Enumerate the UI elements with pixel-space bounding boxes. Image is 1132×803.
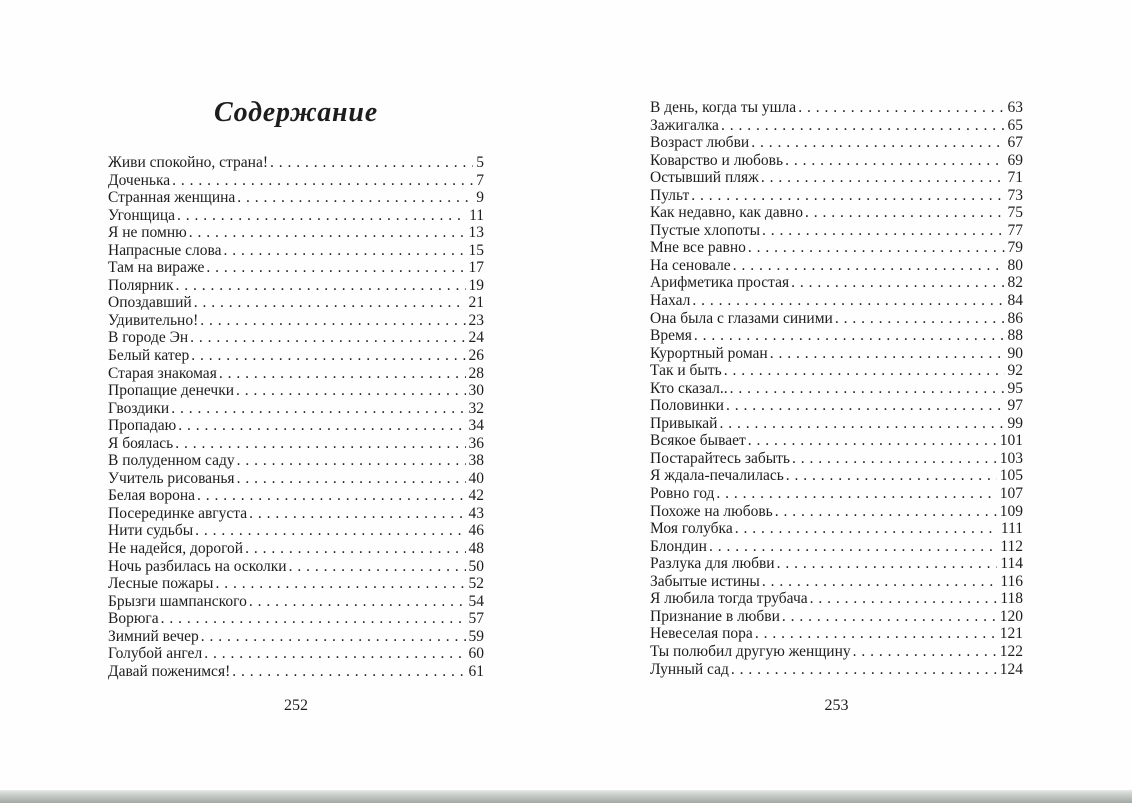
toc-entry-title: Напрасные слова <box>108 241 222 259</box>
dot-leader <box>171 400 465 418</box>
toc-entry <box>108 382 484 400</box>
toc-entry-page: 109 <box>999 502 1023 520</box>
toc-entry-page: 67 <box>1007 134 1023 152</box>
toc-entry-title: Брызги шампанского <box>108 592 247 610</box>
toc-entry-page: 54 <box>468 592 484 610</box>
toc-entry-page: 52 <box>468 575 484 593</box>
toc-entry-title: Коварство и любовь <box>650 151 784 169</box>
toc-entry-title: Остывший пляж <box>650 169 759 187</box>
dot-leader <box>172 172 473 190</box>
toc-entry-title: Учитель рисованья <box>108 469 235 487</box>
dot-leader <box>270 154 473 172</box>
toc-entry-page: 79 <box>1007 239 1023 257</box>
dot-leader <box>178 417 465 435</box>
toc-entry-title: Посерединке августа <box>108 504 248 522</box>
dot-leader <box>782 608 997 626</box>
toc-entry <box>108 154 484 172</box>
dot-leader <box>237 470 466 488</box>
toc-entry-page: 63 <box>1007 99 1023 116</box>
dot-leader <box>161 610 466 628</box>
toc-entry-page: 80 <box>1007 256 1023 274</box>
toc-entry-title: Я боялась <box>108 434 174 452</box>
dot-leader <box>726 397 1005 415</box>
dot-leader <box>810 590 998 608</box>
toc-entry <box>108 347 484 365</box>
page-bottom-edge <box>0 790 1132 803</box>
dot-leader <box>733 257 1005 275</box>
dot-leader <box>735 520 998 538</box>
toc-entry-title: Разлука для любви <box>650 555 775 573</box>
dot-leader <box>694 327 1005 345</box>
toc-entry <box>650 187 1023 205</box>
toc-title: Содержание <box>214 97 378 128</box>
toc-entry-page: 50 <box>468 557 484 575</box>
toc-entry-page: 118 <box>1000 590 1023 608</box>
dot-leader <box>853 643 997 661</box>
dot-leader <box>791 274 1004 292</box>
toc-entry-title: Голубой ангел <box>108 645 203 663</box>
toc-entry-title: Всякое бывает <box>650 432 746 450</box>
toc-entry-title: Нити судьбы <box>108 522 194 540</box>
toc-entry-page: 15 <box>468 241 484 259</box>
toc-entry-page: 38 <box>468 452 484 470</box>
dot-leader <box>835 310 1005 328</box>
toc-right-entries <box>650 99 1023 678</box>
toc-entry-page: 43 <box>468 504 484 522</box>
toc-entry-title: Зимний вечер <box>108 627 199 645</box>
toc-entry-page: 32 <box>468 399 484 417</box>
toc-entry <box>650 292 1023 310</box>
dot-leader <box>177 207 466 225</box>
page-number-left: 252 <box>284 697 308 714</box>
right-page <box>650 99 1023 678</box>
dot-leader <box>175 277 465 295</box>
toc-entry-page: 24 <box>468 329 484 347</box>
toc-entry <box>650 503 1023 521</box>
toc-entry-page: 86 <box>1007 309 1023 327</box>
dot-leader <box>691 187 1004 205</box>
toc-entry <box>108 172 484 190</box>
toc-entry <box>108 312 484 330</box>
dot-leader <box>748 432 997 450</box>
toc-entry-title: Время <box>650 327 692 345</box>
toc-entry-page: 124 <box>999 660 1023 678</box>
dot-leader <box>719 415 1004 433</box>
toc-entry-page: 121 <box>999 625 1023 643</box>
dot-leader <box>206 259 465 277</box>
toc-entry <box>650 169 1023 187</box>
toc-entry-page: 21 <box>468 294 484 312</box>
toc-entry <box>650 222 1023 240</box>
toc-entry-title: В день, когда ты ушла <box>650 99 797 116</box>
toc-entry <box>650 310 1023 328</box>
toc-entry <box>108 540 484 558</box>
dot-leader <box>249 593 466 611</box>
toc-entry-title: Старая знакомая <box>108 364 217 382</box>
dot-leader <box>224 242 466 260</box>
toc-entry-title: Опоздавший <box>108 294 192 312</box>
toc-entry-page: 59 <box>468 627 484 645</box>
dot-leader <box>724 362 1005 380</box>
dot-leader <box>775 503 997 521</box>
dot-leader <box>770 345 1005 363</box>
toc-entry <box>650 257 1023 275</box>
toc-entry-page: 97 <box>1007 397 1023 415</box>
toc-entry <box>108 417 484 435</box>
toc-entry-page: 71 <box>1007 169 1023 187</box>
toc-entry <box>108 189 484 207</box>
toc-entry <box>108 259 484 277</box>
toc-entry <box>650 345 1023 363</box>
toc-entry-title: Угонщица <box>108 206 176 224</box>
toc-entry-title: Возраст любви <box>650 134 750 152</box>
toc-entry-title: Удивительно! <box>108 311 199 329</box>
toc-entry-title: На сеновале <box>650 256 731 274</box>
toc-entry-page: 11 <box>469 206 484 224</box>
dot-leader <box>785 152 1004 170</box>
toc-entry <box>650 134 1023 152</box>
dot-leader <box>194 294 466 312</box>
toc-entry <box>650 397 1023 415</box>
dot-leader <box>204 645 465 663</box>
toc-entry-title: Арифметика простая <box>650 274 790 292</box>
toc-entry-title: Нахал <box>650 292 691 310</box>
toc-entry-title: Давай поженимся! <box>108 662 231 680</box>
toc-entry-page: 36 <box>468 434 484 452</box>
dot-leader <box>232 663 465 681</box>
toc-entry-title: Половинки <box>650 397 724 415</box>
dot-leader <box>190 329 465 347</box>
toc-entry-title: Курортный роман <box>650 344 768 362</box>
toc-entry-title: Белая ворона <box>108 487 196 505</box>
dot-leader <box>215 575 465 593</box>
toc-entry-title: Похоже на любовь <box>650 502 773 520</box>
toc-entry <box>650 625 1023 643</box>
dot-leader <box>249 505 465 523</box>
toc-entry-page: 69 <box>1007 151 1023 169</box>
toc-entry-page: 120 <box>999 607 1023 625</box>
toc-entry-page: 99 <box>1007 414 1023 432</box>
toc-entry <box>650 538 1023 556</box>
toc-entry-page: 28 <box>468 364 484 382</box>
toc-entry-title: Блондин <box>650 537 707 555</box>
dot-leader <box>805 204 1005 222</box>
toc-entry-title: Она была с глазами синими <box>650 309 833 327</box>
toc-entry <box>650 467 1023 485</box>
toc-entry-title: Лунный сад <box>650 660 729 678</box>
toc-entry <box>650 380 1023 398</box>
toc-entry-title: Кто сказал.. <box>650 379 728 397</box>
dot-leader <box>692 292 1004 310</box>
toc-entry-title: Зажигалка <box>650 116 719 134</box>
toc-entry-title: Я любила тогда трубача <box>650 590 808 608</box>
toc-entry <box>108 365 484 383</box>
toc-entry <box>108 207 484 225</box>
dot-leader <box>777 555 998 573</box>
dot-leader <box>751 134 1004 152</box>
toc-entry-page: 105 <box>999 467 1023 485</box>
toc-entry <box>108 435 484 453</box>
toc-entry <box>108 522 484 540</box>
toc-entry <box>108 329 484 347</box>
toc-entry-title: Пропащие денечки <box>108 382 235 400</box>
toc-entry <box>108 610 484 628</box>
toc-entry-title: Полярник <box>108 276 174 294</box>
toc-entry <box>108 575 484 593</box>
dot-leader <box>237 189 473 207</box>
toc-entry <box>650 274 1023 292</box>
dot-leader <box>762 573 997 591</box>
toc-entry <box>650 152 1023 170</box>
toc-entry <box>108 593 484 611</box>
toc-entry-page: 107 <box>999 485 1023 503</box>
toc-entry-title: Ворюга <box>108 610 159 628</box>
toc-entry <box>108 663 484 681</box>
toc-entry-page: 13 <box>468 224 484 242</box>
toc-entry-page: 82 <box>1007 274 1023 292</box>
toc-entry-page: 40 <box>468 469 484 487</box>
toc-entry-page: 5 <box>476 154 484 171</box>
toc-entry-title: Пустые хлопоты <box>650 221 761 239</box>
toc-entry-title: Гвоздики <box>108 399 170 417</box>
toc-entry-title: Невеселая пора <box>650 625 753 643</box>
toc-entry-page: 77 <box>1007 221 1023 239</box>
dot-leader <box>798 99 1004 117</box>
dot-leader <box>245 540 465 558</box>
toc-entry-page: 116 <box>1000 572 1023 590</box>
dot-leader <box>730 380 1005 398</box>
toc-entry-title: Привыкай <box>650 414 718 432</box>
dot-leader <box>731 661 997 679</box>
toc-entry <box>108 645 484 663</box>
toc-entry-title: Пульт <box>650 186 690 204</box>
toc-entry <box>650 485 1023 503</box>
toc-entry-page: 90 <box>1007 344 1023 362</box>
toc-entry-title: Моя голубка <box>650 520 733 538</box>
toc-entry <box>650 415 1023 433</box>
toc-entry-title: Так и быть <box>650 362 722 380</box>
toc-entry <box>650 432 1023 450</box>
toc-entry <box>650 450 1023 468</box>
toc-entry <box>650 661 1023 679</box>
toc-entry <box>650 99 1023 117</box>
dot-leader <box>748 239 1005 257</box>
toc-entry-title: Странная женщина <box>108 189 236 207</box>
toc-entry-page: 7 <box>476 171 484 189</box>
toc-entry <box>108 224 484 242</box>
toc-entry <box>108 242 484 260</box>
toc-entry <box>650 573 1023 591</box>
toc-entry <box>108 505 484 523</box>
toc-entry <box>650 204 1023 222</box>
toc-entry-page: 46 <box>468 522 484 540</box>
dot-leader <box>200 312 465 330</box>
toc-entry-title: В полуденном саду <box>108 452 235 470</box>
toc-entry <box>108 628 484 646</box>
toc-entry-title: Как недавно, как давно <box>650 204 803 222</box>
toc-entry <box>650 239 1023 257</box>
toc-entry-title: Забытые истины <box>650 572 760 590</box>
dot-leader <box>761 169 1005 187</box>
left-page <box>108 96 484 680</box>
toc-entry <box>108 558 484 576</box>
toc-entry-title: В городе Эн <box>108 329 189 347</box>
page-number-right: 253 <box>824 697 849 714</box>
toc-entry <box>650 520 1023 538</box>
toc-entry <box>108 470 484 488</box>
dot-leader <box>195 522 465 540</box>
dot-leader <box>716 485 996 503</box>
toc-entry-title: Мне все равно <box>650 239 746 257</box>
toc-entry-page: 101 <box>999 432 1023 450</box>
dot-leader <box>191 347 465 365</box>
toc-entry-title: Живи спокойно, страна! <box>108 154 268 171</box>
toc-entry <box>650 327 1023 345</box>
toc-entry-title: Не надейся, дорогой <box>108 540 244 558</box>
dot-leader <box>236 382 465 400</box>
toc-entry-page: 75 <box>1007 204 1023 222</box>
toc-entry-title: Белый катер <box>108 347 190 365</box>
dot-leader <box>219 365 466 383</box>
toc-entry-page: 95 <box>1007 379 1023 397</box>
toc-entry-title: Там на вираже <box>108 259 205 277</box>
toc-entry-title: Признание в любви <box>650 607 780 625</box>
toc-entry <box>650 117 1023 135</box>
toc-entry <box>650 555 1023 573</box>
toc-entry-page: 88 <box>1007 327 1023 345</box>
toc-entry-page: 65 <box>1007 116 1023 134</box>
toc-entry-title: Лесные пожары <box>108 575 214 593</box>
toc-entry <box>650 362 1023 380</box>
toc-entry-page: 84 <box>1007 292 1023 310</box>
toc-entry-title: Ровно год <box>650 485 715 503</box>
toc-entry-title: Я не помню <box>108 224 187 242</box>
toc-entry-page: 26 <box>468 347 484 365</box>
toc-entry <box>108 487 484 505</box>
toc-entry <box>108 294 484 312</box>
toc-entry-page: 57 <box>468 610 484 628</box>
toc-entry-page: 42 <box>468 487 484 505</box>
dot-leader <box>755 625 997 643</box>
dot-leader <box>289 558 466 576</box>
toc-entry-page: 30 <box>468 382 484 400</box>
toc-entry-page: 60 <box>468 645 484 663</box>
toc-entry-page: 73 <box>1007 186 1023 204</box>
toc-entry-title: Пропадаю <box>108 417 177 435</box>
toc-entry-page: 114 <box>1000 555 1023 573</box>
toc-entry-title: Постарайтесь забыть <box>650 449 790 467</box>
toc-entry-page: 111 <box>1000 520 1023 538</box>
toc-entry <box>108 400 484 418</box>
toc-entry <box>108 452 484 470</box>
toc-entry-page: 19 <box>468 276 484 294</box>
dot-leader <box>721 117 1005 135</box>
toc-entry-page: 17 <box>468 259 484 277</box>
toc-entry <box>650 590 1023 608</box>
toc-entry-page: 61 <box>468 662 484 680</box>
dot-leader <box>175 435 465 453</box>
toc-entry-title: Ты полюбил другую женщину <box>650 642 851 660</box>
toc-entry-page: 48 <box>468 540 484 558</box>
toc-left-entries <box>108 154 484 680</box>
dot-leader <box>792 450 997 468</box>
toc-entry-page: 112 <box>1000 537 1023 555</box>
toc-entry-page: 103 <box>999 449 1023 467</box>
dot-leader <box>189 224 466 242</box>
toc-entry <box>650 643 1023 661</box>
toc-entry <box>108 277 484 295</box>
dot-leader <box>786 467 997 485</box>
toc-entry-page: 92 <box>1007 362 1023 380</box>
toc-entry <box>650 608 1023 626</box>
dot-leader <box>709 538 997 556</box>
dot-leader <box>762 222 1004 240</box>
toc-entry-page: 34 <box>468 417 484 435</box>
toc-entry-title: Ночь разбилась на осколки <box>108 557 287 575</box>
dot-leader <box>237 452 466 470</box>
toc-entry-title: Я ждала-печалилась <box>650 467 784 485</box>
toc-entry-page: 9 <box>476 189 484 207</box>
toc-entry-page: 23 <box>468 311 484 329</box>
dot-leader <box>201 628 466 646</box>
dot-leader <box>197 487 465 505</box>
toc-entry-title: Доченька <box>108 171 171 189</box>
toc-entry-page: 122 <box>999 642 1023 660</box>
